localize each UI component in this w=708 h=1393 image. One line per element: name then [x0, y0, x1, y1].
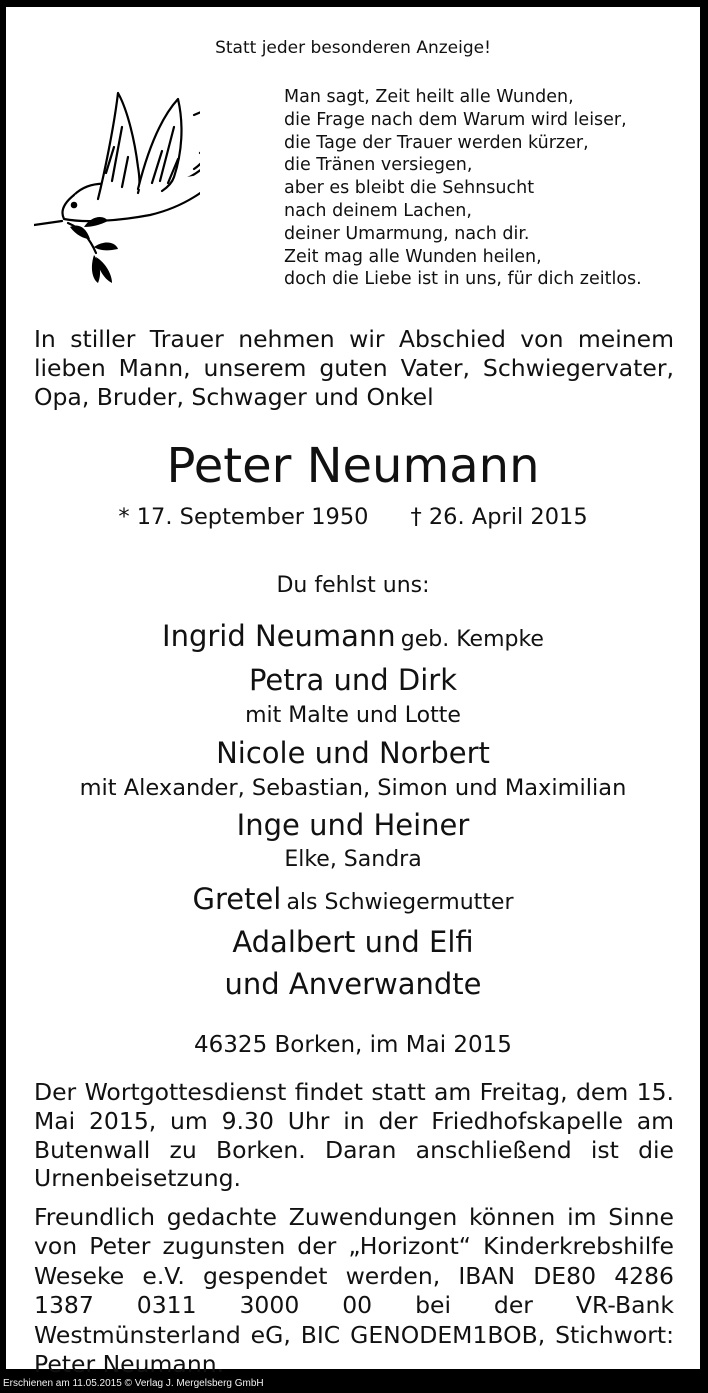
- mourner-name: Gretel: [192, 882, 282, 916]
- mourner-sub: Elke, Sandra: [284, 847, 422, 872]
- service-paragraph: Der Wortgottesdienst findet statt am Freitag, dem 15. Mai 2015, um 9.30 Uhr in der Friedhofskapelle am Butenwall zu Borken. Daran anschließend ist die Urnenbeisetzung.: [34, 1078, 674, 1193]
- poem-line: aber es bleibt die Sehnsucht: [284, 178, 535, 199]
- intro-paragraph: In stiller Trauer nehmen wir Abschied von meinem lieben Mann, unserem guten Vater, Schwiegervater, Opa, Bruder, Schwager und Onkel: [34, 325, 674, 411]
- missing-you-line: Du fehlst uns:: [276, 573, 430, 598]
- life-dates: [6, 504, 700, 530]
- publication-footer: Erschienen am 11.05.2015 © Verlag J. Mergelsberg GmbH: [3, 1378, 264, 1389]
- obituary-notice: [6, 7, 700, 1379]
- poem-line: deiner Umarmung, nach dir.: [284, 223, 530, 244]
- mourner-name: Petra und Dirk: [248, 663, 458, 697]
- mourner-name: Nicole und Norbert: [216, 736, 490, 770]
- mourner-1: [6, 618, 700, 659]
- mourner-name: Ingrid Neumann: [162, 619, 396, 653]
- donation-paragraph: Freundlich gedachte Zuwendungen können im Sinne von Peter zugunsten der „Horizont“ Kinderkrebshilfe Weseke e.V. gespendet werden, IBAN DE80 4286 1387 0311 3000 00 bei der VR-Bank Westmünsterland eG, BIC GENODEM1BOB, Stichwort: Peter Neumann.: [34, 1203, 674, 1379]
- poem-line: nach deinem Lachen,: [284, 200, 472, 221]
- place-date: 46325 Borken, im Mai 2015: [194, 1032, 512, 1058]
- dove-with-olive-branch-icon: [34, 87, 200, 299]
- mourner-note: geb. Kempke: [400, 627, 544, 652]
- deceased-name: Peter Neumann: [166, 438, 540, 494]
- mourner-note: als Schwiegermutter: [286, 890, 514, 915]
- poem-line: Zeit mag alle Wunden heilen,: [284, 246, 542, 267]
- mourner-name: Inge und Heiner: [236, 808, 470, 842]
- poem-line: die Tage der Trauer werden kürzer,: [284, 132, 589, 153]
- poem-line: doch die Liebe ist in uns, für dich zeitlos.: [284, 269, 642, 290]
- poem-line: Man sagt, Zeit heilt alle Wunden,: [284, 87, 574, 107]
- mourner-name: Adalbert und Elfi: [232, 925, 474, 959]
- poem: [284, 86, 642, 291]
- poem-line: die Frage nach dem Warum wird leiser,: [284, 109, 627, 130]
- mourner-5: [6, 880, 700, 923]
- mourner-sub: mit Malte und Lotte: [245, 703, 461, 728]
- notice-heading: Statt jeder besonderen Anzeige!: [215, 38, 491, 58]
- poem-line: die Tränen versiegen,: [284, 155, 473, 176]
- mourner-sub: mit Alexander, Sebastian, Simon und Maximilian: [79, 775, 627, 801]
- birth-date: * 17. September 1950: [118, 504, 369, 530]
- death-date: † 26. April 2015: [410, 504, 588, 530]
- mourner-name: und Anverwandte: [224, 967, 482, 1001]
